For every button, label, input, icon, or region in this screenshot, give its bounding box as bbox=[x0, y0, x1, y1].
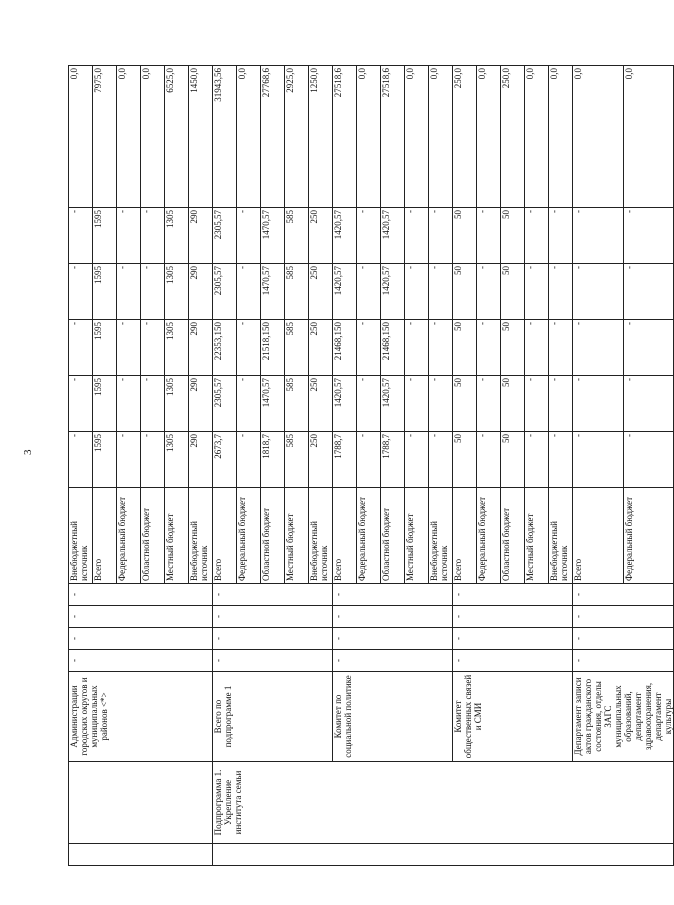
funding-source: Федеральный бюджет bbox=[237, 488, 261, 584]
year-value: - bbox=[117, 376, 141, 432]
dash-cell: - bbox=[69, 606, 213, 628]
year-value: 1788,7 bbox=[381, 432, 405, 488]
year-value: - bbox=[549, 320, 573, 376]
year-value: - bbox=[573, 208, 624, 264]
funding-source: Федеральный бюджет bbox=[623, 488, 674, 584]
year-value: 1420,57 bbox=[381, 376, 405, 432]
year-value: - bbox=[357, 264, 381, 320]
year-value: - bbox=[237, 264, 261, 320]
year-value: 1305 bbox=[165, 264, 189, 320]
year-value: 1470,57 bbox=[261, 208, 285, 264]
total-value: 0,0 bbox=[69, 66, 93, 208]
year-value: - bbox=[69, 208, 93, 264]
year-value: - bbox=[117, 208, 141, 264]
year-value: - bbox=[237, 320, 261, 376]
year-value: 21518,150 bbox=[261, 320, 285, 376]
year-value: 585 bbox=[285, 208, 309, 264]
year-value: - bbox=[237, 208, 261, 264]
total-value: 0,0 bbox=[405, 66, 429, 208]
budget-table bbox=[68, 65, 674, 866]
dash-cell: - bbox=[573, 584, 674, 606]
year-value: 290 bbox=[189, 376, 213, 432]
total-value: 0,0 bbox=[357, 66, 381, 208]
total-value: 0,0 bbox=[117, 66, 141, 208]
total-value: 7975,0 bbox=[93, 66, 117, 208]
funding-source: Всего bbox=[213, 488, 237, 584]
year-value: - bbox=[549, 208, 573, 264]
year-value: - bbox=[357, 432, 381, 488]
year-value: - bbox=[623, 376, 674, 432]
funding-source: Местный бюджет bbox=[285, 488, 309, 584]
year-value: 1305 bbox=[165, 432, 189, 488]
funding-source: Всего bbox=[573, 488, 624, 584]
year-value: - bbox=[623, 264, 674, 320]
year-value: 1420,57 bbox=[333, 208, 357, 264]
executor-cell: Департамент записи актов гражданского состояния, отделы ЗАГС муниципальных образований, департамент здравоохранения, департамент культуры bbox=[573, 672, 674, 762]
funding-source: Местный бюджет bbox=[525, 488, 549, 584]
table-row bbox=[573, 66, 624, 866]
dash-cell: - bbox=[213, 584, 333, 606]
table-row bbox=[453, 66, 477, 866]
year-value: 21468,150 bbox=[333, 320, 357, 376]
dash-cell: - bbox=[453, 606, 573, 628]
total-value: 0,0 bbox=[237, 66, 261, 208]
year-value: - bbox=[429, 376, 453, 432]
dash-cell: - bbox=[333, 584, 453, 606]
funding-source: Областной бюджет bbox=[501, 488, 525, 584]
year-value: 50 bbox=[501, 320, 525, 376]
year-value: 50 bbox=[453, 208, 477, 264]
year-value: 50 bbox=[501, 432, 525, 488]
year-value: - bbox=[549, 264, 573, 320]
col1-cell bbox=[69, 844, 213, 866]
dash-cell: - bbox=[69, 650, 213, 672]
dash-cell: - bbox=[453, 628, 573, 650]
funding-source: Внебюджетный источник bbox=[189, 488, 213, 584]
year-value: - bbox=[573, 320, 624, 376]
year-value: - bbox=[141, 376, 165, 432]
year-value: - bbox=[549, 432, 573, 488]
total-value: 27518,6 bbox=[381, 66, 405, 208]
year-value: - bbox=[477, 264, 501, 320]
year-value: - bbox=[69, 264, 93, 320]
year-value: 290 bbox=[189, 208, 213, 264]
year-value: - bbox=[141, 208, 165, 264]
executor-cell: Администрации городских округов и муниципальных районов <*> bbox=[69, 672, 213, 762]
total-value: 0,0 bbox=[141, 66, 165, 208]
funding-source: Внебюджетный источник bbox=[69, 488, 93, 584]
year-value: - bbox=[623, 320, 674, 376]
year-value: - bbox=[117, 320, 141, 376]
funding-source: Федеральный бюджет bbox=[357, 488, 381, 584]
year-value: - bbox=[429, 320, 453, 376]
total-value: 0,0 bbox=[573, 66, 624, 208]
year-value: 1595 bbox=[93, 376, 117, 432]
dash-cell: - bbox=[213, 628, 333, 650]
total-value: 1450,0 bbox=[189, 66, 213, 208]
year-value: - bbox=[477, 376, 501, 432]
funding-source: Областной бюджет bbox=[261, 488, 285, 584]
executor-cell: Комитет общественных связей и СМИ bbox=[453, 672, 573, 762]
year-value: - bbox=[525, 208, 549, 264]
year-value: 50 bbox=[501, 208, 525, 264]
funding-source: Федеральный бюджет bbox=[117, 488, 141, 584]
year-value: - bbox=[141, 264, 165, 320]
year-value: 585 bbox=[285, 376, 309, 432]
year-value: 50 bbox=[453, 320, 477, 376]
dash-cell: - bbox=[69, 584, 213, 606]
year-value: - bbox=[405, 376, 429, 432]
year-value: 1420,57 bbox=[381, 208, 405, 264]
year-value: 1818,7 bbox=[261, 432, 285, 488]
rotated-table-wrapper bbox=[68, 66, 673, 866]
total-value: 250,0 bbox=[453, 66, 477, 208]
table-row bbox=[213, 66, 237, 866]
year-value: 290 bbox=[189, 264, 213, 320]
year-value: - bbox=[525, 264, 549, 320]
total-value: 0,0 bbox=[525, 66, 549, 208]
col1-cell bbox=[213, 844, 674, 866]
total-value: 27518,6 bbox=[333, 66, 357, 208]
year-value: 1470,57 bbox=[261, 264, 285, 320]
executor-cell: Комитет по социальной политике bbox=[333, 672, 453, 762]
year-value: 21468,150 bbox=[381, 320, 405, 376]
year-value: - bbox=[405, 208, 429, 264]
executor-cell: Всего по подпрограмме 1 bbox=[213, 672, 333, 762]
funding-source: Внебюджетный источник bbox=[309, 488, 333, 584]
year-value: 1305 bbox=[165, 376, 189, 432]
year-value: - bbox=[405, 320, 429, 376]
total-value: 250,0 bbox=[501, 66, 525, 208]
year-value: - bbox=[117, 264, 141, 320]
year-value: - bbox=[477, 208, 501, 264]
year-value: - bbox=[573, 376, 624, 432]
year-value: 1595 bbox=[93, 208, 117, 264]
year-value: 1595 bbox=[93, 432, 117, 488]
dash-cell: - bbox=[213, 650, 333, 672]
funding-source: Федеральный бюджет bbox=[477, 488, 501, 584]
dash-cell: - bbox=[69, 628, 213, 650]
year-value: 2673,7 bbox=[213, 432, 237, 488]
year-value: - bbox=[141, 432, 165, 488]
total-value: 2925,0 bbox=[285, 66, 309, 208]
year-value: 1305 bbox=[165, 320, 189, 376]
page-number: 3 bbox=[22, 449, 34, 455]
total-value: 1250,0 bbox=[309, 66, 333, 208]
total-value: 6525,0 bbox=[165, 66, 189, 208]
year-value: - bbox=[141, 320, 165, 376]
funding-source: Внебюджетный источник bbox=[549, 488, 573, 584]
year-value: 250 bbox=[309, 376, 333, 432]
year-value: - bbox=[477, 432, 501, 488]
dash-cell: - bbox=[453, 650, 573, 672]
year-value: - bbox=[69, 432, 93, 488]
year-value: - bbox=[357, 208, 381, 264]
year-value: 22353,150 bbox=[213, 320, 237, 376]
funding-source: Местный бюджет bbox=[405, 488, 429, 584]
funding-source: Всего bbox=[453, 488, 477, 584]
funding-source: Областной бюджет bbox=[141, 488, 165, 584]
year-value: 250 bbox=[309, 320, 333, 376]
year-value: - bbox=[549, 376, 573, 432]
year-value: 290 bbox=[189, 432, 213, 488]
year-value: 50 bbox=[453, 376, 477, 432]
dash-cell: - bbox=[333, 628, 453, 650]
year-value: 1420,57 bbox=[381, 264, 405, 320]
year-value: - bbox=[573, 264, 624, 320]
total-value: 0,0 bbox=[623, 66, 674, 208]
year-value: 2305,57 bbox=[213, 208, 237, 264]
year-value: 50 bbox=[501, 376, 525, 432]
total-value: 27768,6 bbox=[261, 66, 285, 208]
total-value: 0,0 bbox=[549, 66, 573, 208]
year-value: - bbox=[405, 432, 429, 488]
year-value: - bbox=[69, 376, 93, 432]
year-value: - bbox=[237, 432, 261, 488]
year-value: - bbox=[623, 208, 674, 264]
year-value: - bbox=[525, 376, 549, 432]
year-value: 1595 bbox=[93, 320, 117, 376]
funding-source: Местный бюджет bbox=[165, 488, 189, 584]
year-value: 1470,57 bbox=[261, 376, 285, 432]
total-value: 0,0 bbox=[477, 66, 501, 208]
year-value: - bbox=[525, 320, 549, 376]
year-value: - bbox=[237, 376, 261, 432]
year-value: - bbox=[429, 208, 453, 264]
year-value: 1305 bbox=[165, 208, 189, 264]
year-value: 290 bbox=[189, 320, 213, 376]
total-value: 31943,56 bbox=[213, 66, 237, 208]
year-value: 2305,57 bbox=[213, 376, 237, 432]
dash-cell: - bbox=[573, 650, 674, 672]
year-value: 585 bbox=[285, 432, 309, 488]
year-value: 50 bbox=[501, 264, 525, 320]
year-value: 50 bbox=[453, 432, 477, 488]
table-row bbox=[69, 66, 93, 866]
year-value: - bbox=[429, 432, 453, 488]
table-body bbox=[69, 66, 674, 866]
total-value: 0,0 bbox=[429, 66, 453, 208]
table-row bbox=[333, 66, 357, 866]
year-value: - bbox=[69, 320, 93, 376]
funding-source: Областной бюджет bbox=[381, 488, 405, 584]
year-value: - bbox=[117, 432, 141, 488]
dash-cell: - bbox=[333, 606, 453, 628]
year-value: 250 bbox=[309, 432, 333, 488]
subprogram-title: Подпрограмма 1. Укрепление института семьи bbox=[213, 762, 674, 844]
year-value: - bbox=[429, 264, 453, 320]
year-value: 1420,57 bbox=[333, 264, 357, 320]
dash-cell: - bbox=[573, 628, 674, 650]
year-value: 1788,7 bbox=[333, 432, 357, 488]
funding-source: Всего bbox=[333, 488, 357, 584]
year-value: - bbox=[573, 432, 624, 488]
year-value: - bbox=[525, 432, 549, 488]
year-value: - bbox=[405, 264, 429, 320]
year-value: 585 bbox=[285, 320, 309, 376]
year-value: 250 bbox=[309, 264, 333, 320]
dash-cell: - bbox=[573, 606, 674, 628]
dash-cell: - bbox=[213, 606, 333, 628]
year-value: - bbox=[357, 320, 381, 376]
year-value: - bbox=[623, 432, 674, 488]
year-value: 2305,57 bbox=[213, 264, 237, 320]
year-value: 50 bbox=[453, 264, 477, 320]
year-value: 585 bbox=[285, 264, 309, 320]
year-value: 250 bbox=[309, 208, 333, 264]
year-value: - bbox=[477, 320, 501, 376]
year-value: - bbox=[357, 376, 381, 432]
funding-source: Внебюджетный источник bbox=[429, 488, 453, 584]
dash-cell: - bbox=[333, 650, 453, 672]
program-cell bbox=[69, 762, 213, 844]
funding-source: Всего bbox=[93, 488, 117, 584]
dash-cell: - bbox=[453, 584, 573, 606]
year-value: 1595 bbox=[93, 264, 117, 320]
year-value: 1420,57 bbox=[333, 376, 357, 432]
